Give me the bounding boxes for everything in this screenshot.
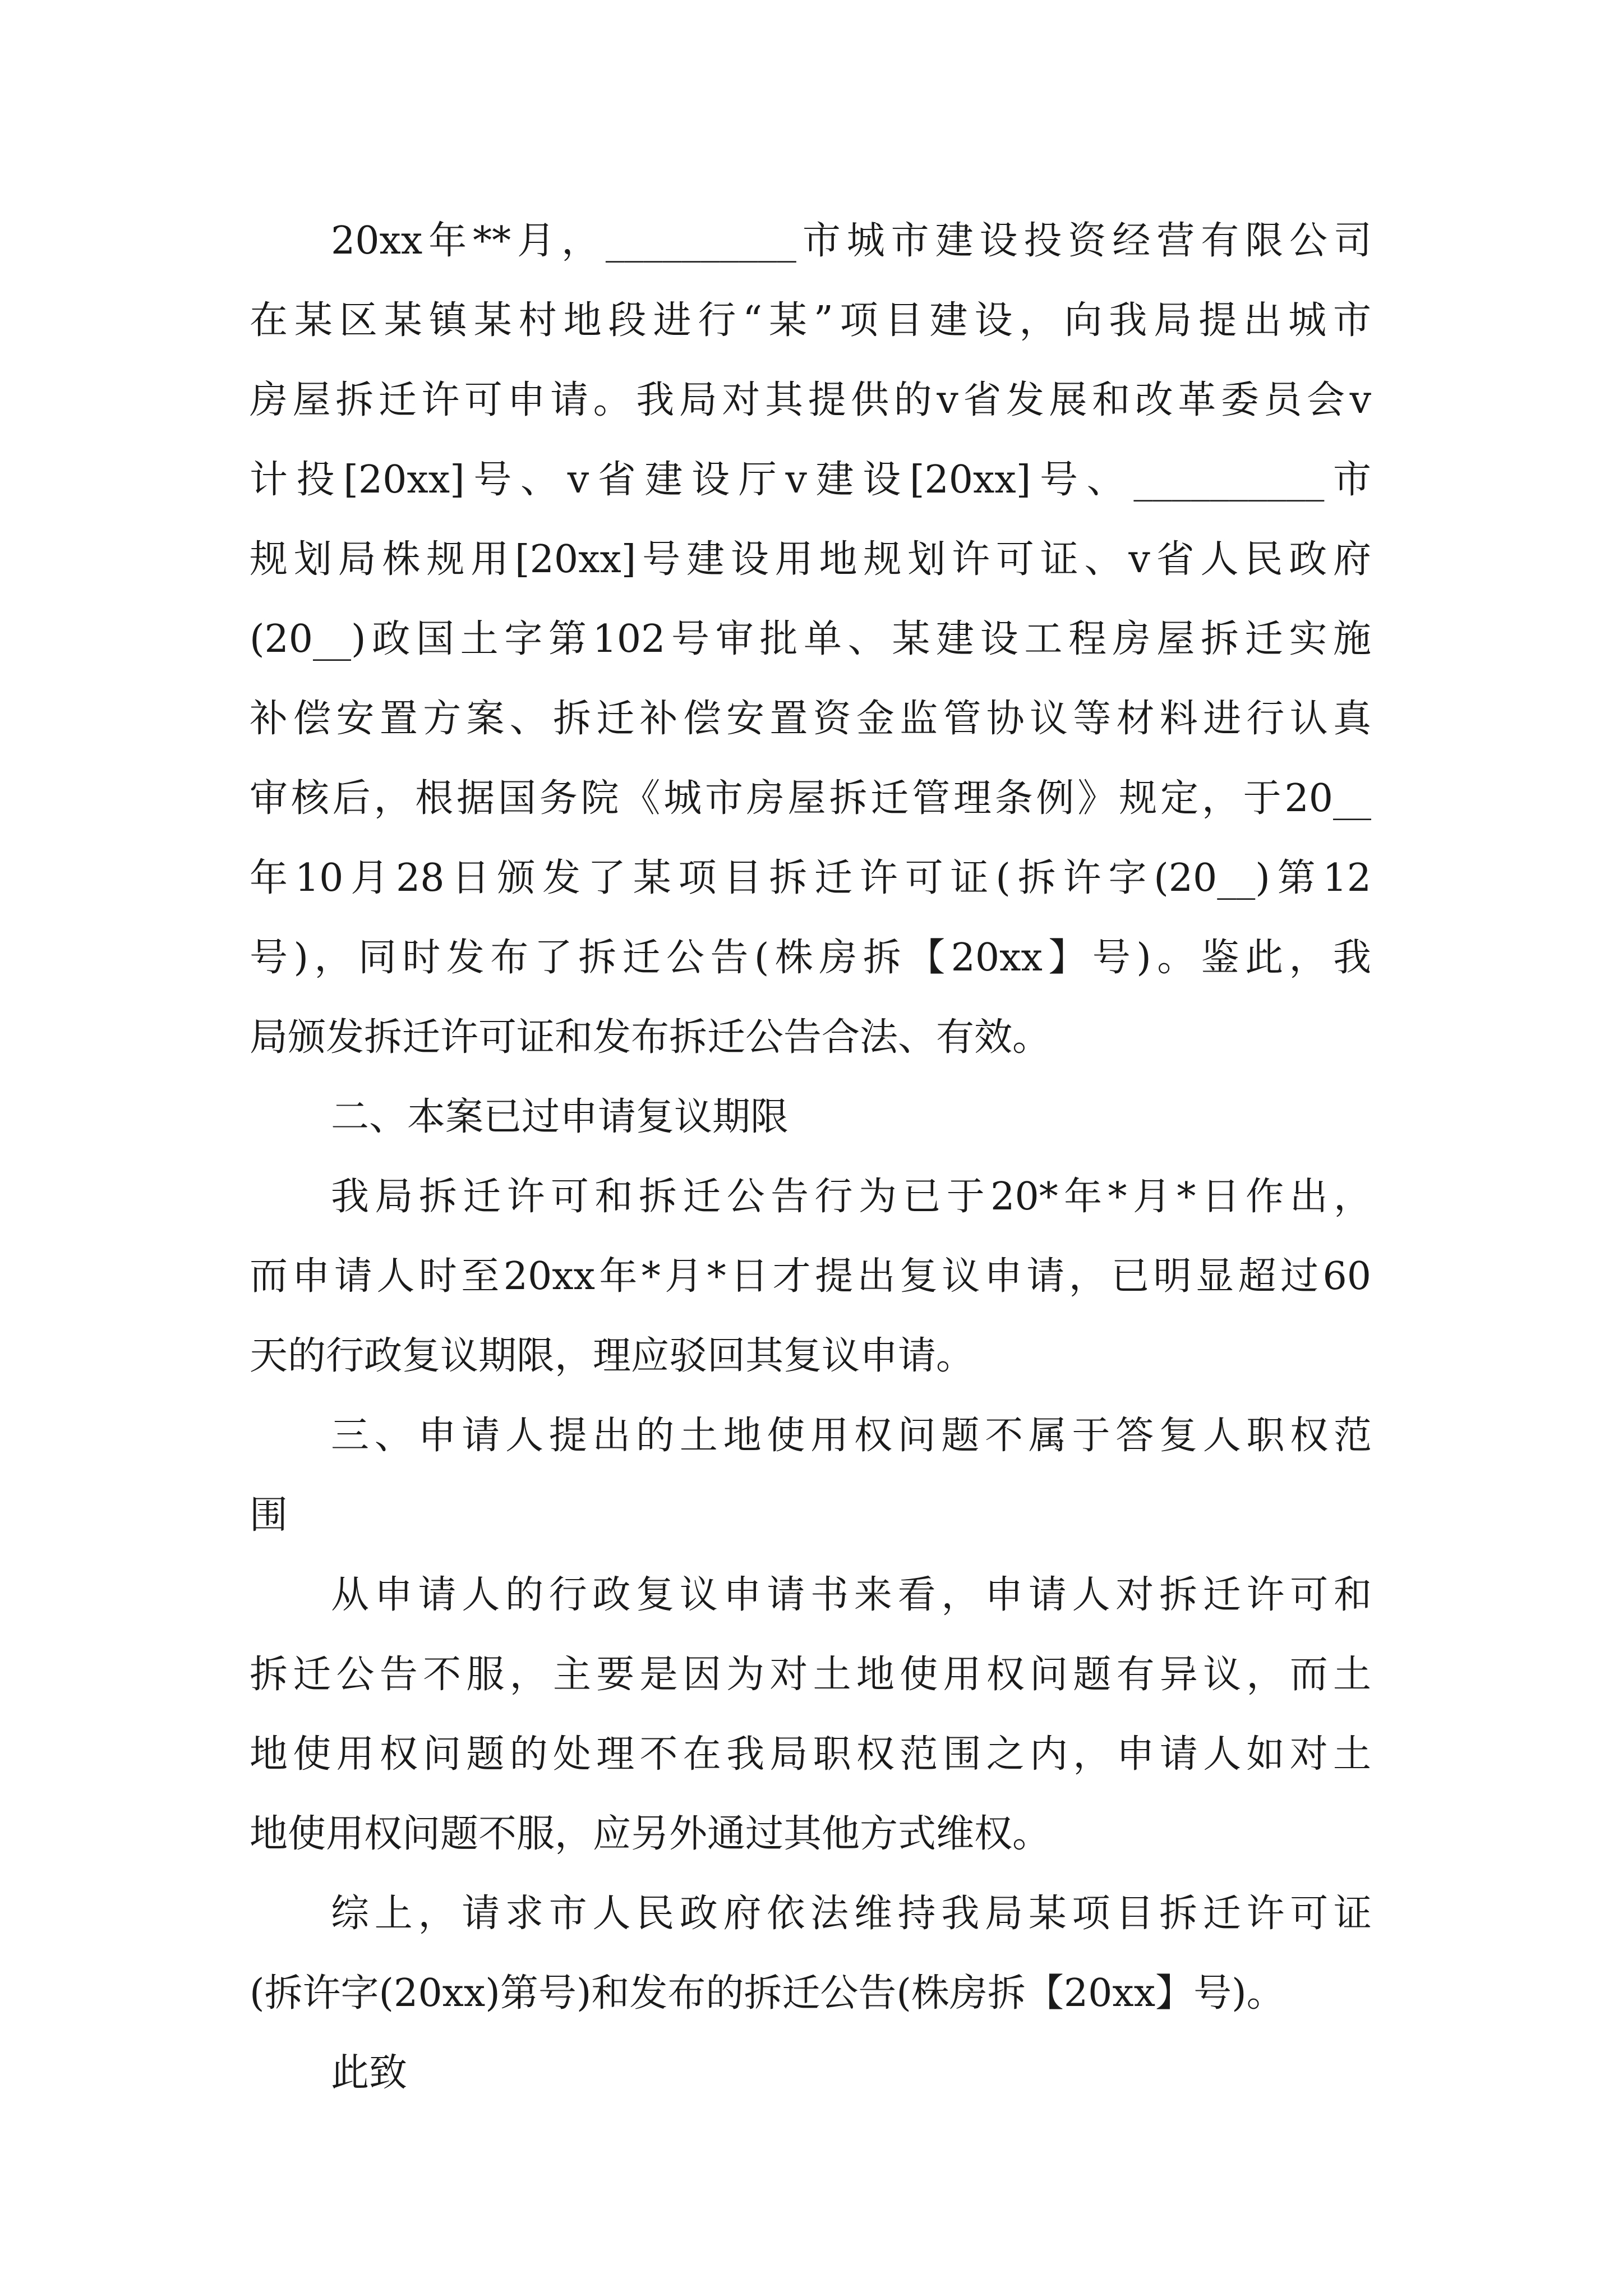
paragraph-line: 年10月28日颁发了某项目拆迁许可证(拆许字(20__)第12	[250, 856, 1371, 900]
paragraph-line: 计投[20xx]号、v省建设厅v建设[20xx]号、__________市	[250, 458, 1371, 502]
paragraph-line: 从申请人的行政复议申请书来看，申请人对拆迁许可和	[331, 1573, 1372, 1617]
paragraph-line: 20xx年**月，__________市城市建设投资经营有限公司	[331, 219, 1372, 263]
paragraph-line: 房屋拆迁许可申请。我局对其提供的v省发展和改革委员会v	[250, 378, 1371, 422]
paragraph-line: 地使用权问题的处理不在我局职权范围之内，申请人如对土	[250, 1732, 1371, 1777]
paragraph-line: 我局拆迁许可和拆迁公告行为已于20*年*月*日作出，	[331, 1175, 1372, 1219]
section-heading: 围	[250, 1493, 288, 1538]
closing-salutation: 此致	[331, 2051, 408, 2095]
paragraph-line: 综上，请求市人民政府依法维持我局某项目拆迁许可证	[331, 1892, 1372, 1936]
paragraph-line: 审核后，根据国务院《城市房屋拆迁管理条例》规定，于20__	[250, 776, 1371, 821]
paragraph-line: 局颁发拆迁许可证和发布拆迁公告合法、有效。	[250, 1015, 1051, 1060]
paragraph-line: 规划局株规用[20xx]号建设用地规划许可证、v省人民政府	[250, 537, 1371, 582]
paragraph-line: (拆许字(20xx)第号)和发布的拆迁公告(株房拆【20xx】号)。	[250, 1971, 1285, 2016]
paragraph-line: 在某区某镇某村地段进行“某”项目建设，向我局提出城市	[250, 298, 1371, 343]
paragraph-line: 号)，同时发布了拆迁公告(株房拆【20xx】号)。鉴此，我	[250, 936, 1371, 980]
paragraph-line: 地使用权问题不服，应另外通过其他方式维权。	[250, 1812, 1051, 1856]
section-heading: 二、本案已过申请复议期限	[331, 1095, 789, 1139]
paragraph-line: (20__)政国土字第102号审批单、某建设工程房屋拆迁实施	[250, 617, 1371, 661]
paragraph-line: 而申请人时至20xx年*月*日才提出复议申请，已明显超过60	[250, 1254, 1371, 1299]
section-heading: 三、申请人提出的土地使用权问题不属于答复人职权范	[331, 1414, 1372, 1458]
paragraph-line: 补偿安置方案、拆迁补偿安置资金监管协议等材料进行认真	[250, 697, 1371, 741]
paragraph-line: 拆迁公告不服，主要是因为对土地使用权问题有异议，而土	[250, 1653, 1371, 1697]
paragraph-line: 天的行政复议期限，理应驳回其复议申请。	[250, 1334, 975, 1378]
